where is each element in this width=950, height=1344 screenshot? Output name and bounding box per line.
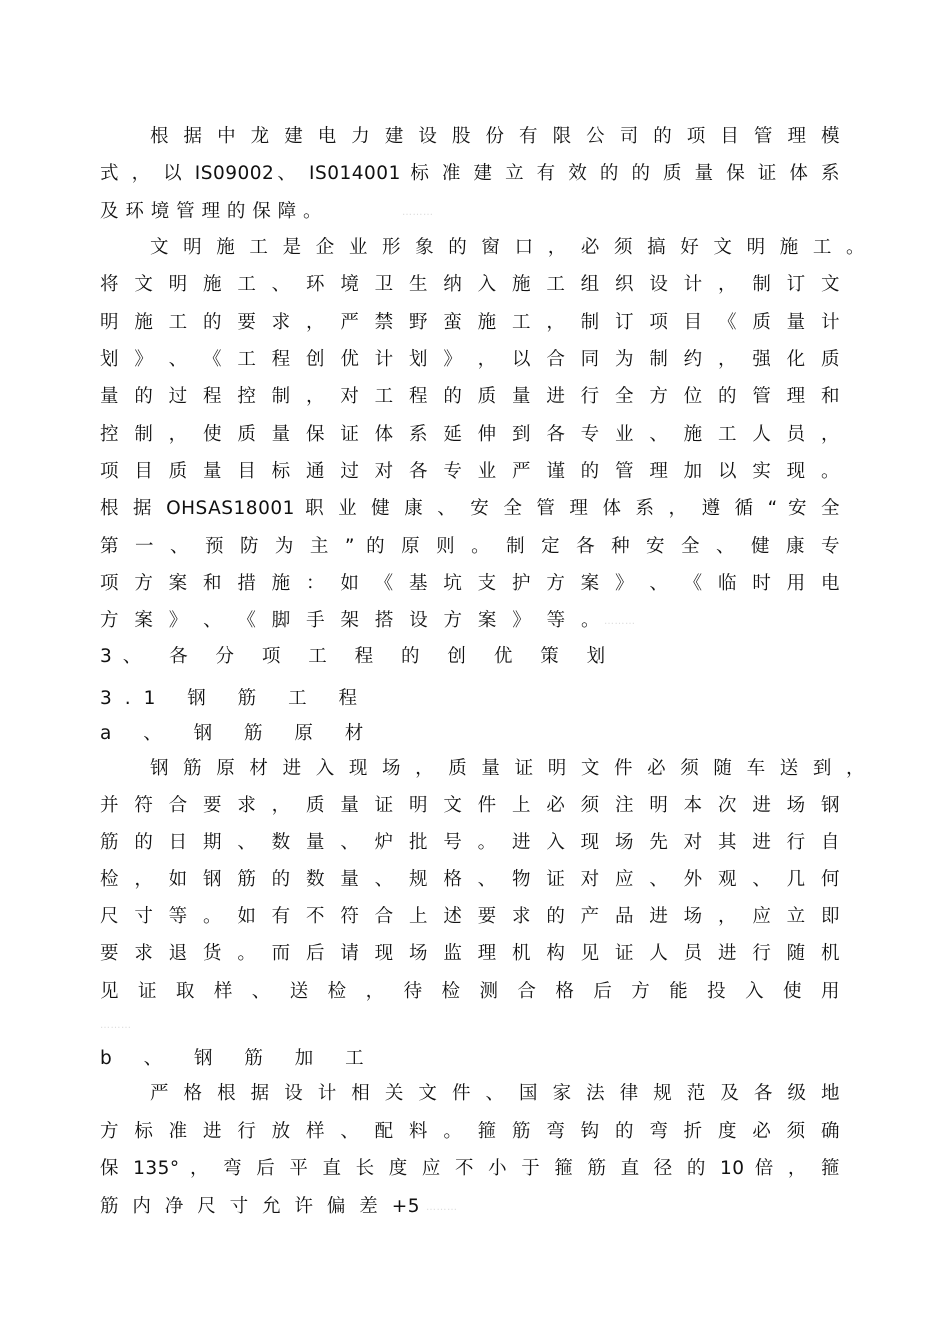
- civilized-line-11: 方 案 》 、 《 脚 手 架 搭 设 方 案 》 等 。: [100, 610, 600, 631]
- civilized-line-2: 将 文 明 施 工 、 环 境 卫 生 纳 入 施 工 组 织 设 计 ， 制 订 文: [100, 274, 840, 295]
- civilized-line-9: 第 一 、 预 防 为 主 ” 的 原 则 。 制 定 各 种 安 全 、 健 康 专: [100, 536, 840, 557]
- subsection-a-title: a 、 钢 筋 原 材: [100, 723, 377, 744]
- civilized-line-5: 量 的 过 程 控 制 ， 对 工 程 的 质 量 进 行 全 方 位 的 管 理 和: [100, 386, 840, 407]
- civilized-line-7: 项 目 质 量 目 标 通 过 对 各 专 业 严 谨 的 管 理 加 以 实 现 。: [100, 461, 840, 482]
- civilized-line-3: 明 施 工 的 要 求 ， 严 禁 野 蛮 施 工 ， 制 订 项 目 《 质 量 计: [100, 312, 840, 333]
- civilized-line-4: 划 》 、 《 工 程 创 优 计 划 》 ， 以 合 同 为 制 约 ， 强 化 质: [100, 349, 840, 370]
- civilized-line-8: 根 据 OHSAS18001 职 业 健 康 、 安 全 管 理 体 系 ， 遵 循 “ 安 全: [100, 498, 840, 519]
- subsection-a-line-2: 并 符 合 要 求 ， 质 量 证 明 文 件 上 必 须 注 明 本 次 进 场 钢: [100, 795, 840, 816]
- section-3-title: 3、 各 分 项 工 程 的 创 优 策 划: [100, 646, 617, 667]
- intro-line-1: 根 据 中 龙 建 电 力 建 设 股 份 有 限 公 司 的 项 目 管 理 模: [150, 126, 840, 147]
- subsection-b-watermark: ………: [426, 1202, 458, 1213]
- subsection-b-line-1: 严 格 根 据 设 计 相 关 文 件 、 国 家 法 律 规 范 及 各 级 地: [150, 1083, 840, 1104]
- subsection-a-line-4: 检 ， 如 钢 筋 的 数 量 、 规 格 、 物 证 对 应 、 外 观 、 几 何: [100, 869, 840, 890]
- subsection-a-line-3: 筋 的 日 期 、 数 量 、 炉 批 号 。 进 入 现 场 先 对 其 进 行 自: [100, 832, 840, 853]
- subsection-a-line-7: 见 证 取 样 、 送 检 ， 待 检 测 合 格 后 方 能 投 入 使 用: [100, 981, 840, 1002]
- subsection-a-watermark: ………: [100, 1020, 132, 1031]
- subsection-a-line-5: 尺 寸 等 。 如 有 不 符 合 上 述 要 求 的 产 品 进 场 ， 应 立 即: [100, 906, 840, 927]
- civilized-watermark: ………: [604, 616, 636, 627]
- civilized-line-10: 项 方 案 和 措 施 ： 如 《 基 坑 支 护 方 案 》 、 《 临 时 用 电: [100, 573, 840, 594]
- civilized-line-1: 文 明 施 工 是 企 业 形 象 的 窗 口 ， 必 须 搞 好 文 明 施 工 。: [150, 237, 865, 258]
- intro-watermark: ………: [402, 207, 434, 218]
- subsection-b-line-2: 方 标 准 进 行 放 样 、 配 料 。 箍 筋 弯 钩 的 弯 折 度 必 须 确: [100, 1121, 840, 1142]
- subsection-b-line-3: 保 135° ， 弯 后 平 直 长 度 应 不 小 于 箍 筋 直 径 的 10 倍 ， 箍: [100, 1158, 840, 1179]
- intro-line-3: 及 环 境 管 理 的 保 障 。: [100, 201, 323, 222]
- section-3-1-title: 3.1 钢 筋 工 程: [100, 688, 370, 709]
- subsection-a-line-6: 要 求 退 货 。 而 后 请 现 场 监 理 机 构 见 证 人 员 进 行 随 机: [100, 943, 840, 964]
- civilized-line-6: 控 制 ， 使 质 量 保 证 体 系 延 伸 到 各 专 业 、 施 工 人 员 ，: [100, 424, 840, 445]
- subsection-b-title: b 、 钢 筋 加 工: [100, 1048, 377, 1069]
- subsection-b-line-4: 筋 内 净 尺 寸 允 许 偏 差 +5: [100, 1196, 420, 1217]
- intro-line-2: 式 ， 以 IS09002、 IS014001 标 准 建 立 有 效 的 的 质 量 保 证 体 系: [100, 163, 840, 184]
- subsection-a-line-1: 钢 筋 原 材 进 入 现 场 ， 质 量 证 明 文 件 必 须 随 车 送 到 ，: [150, 758, 865, 779]
